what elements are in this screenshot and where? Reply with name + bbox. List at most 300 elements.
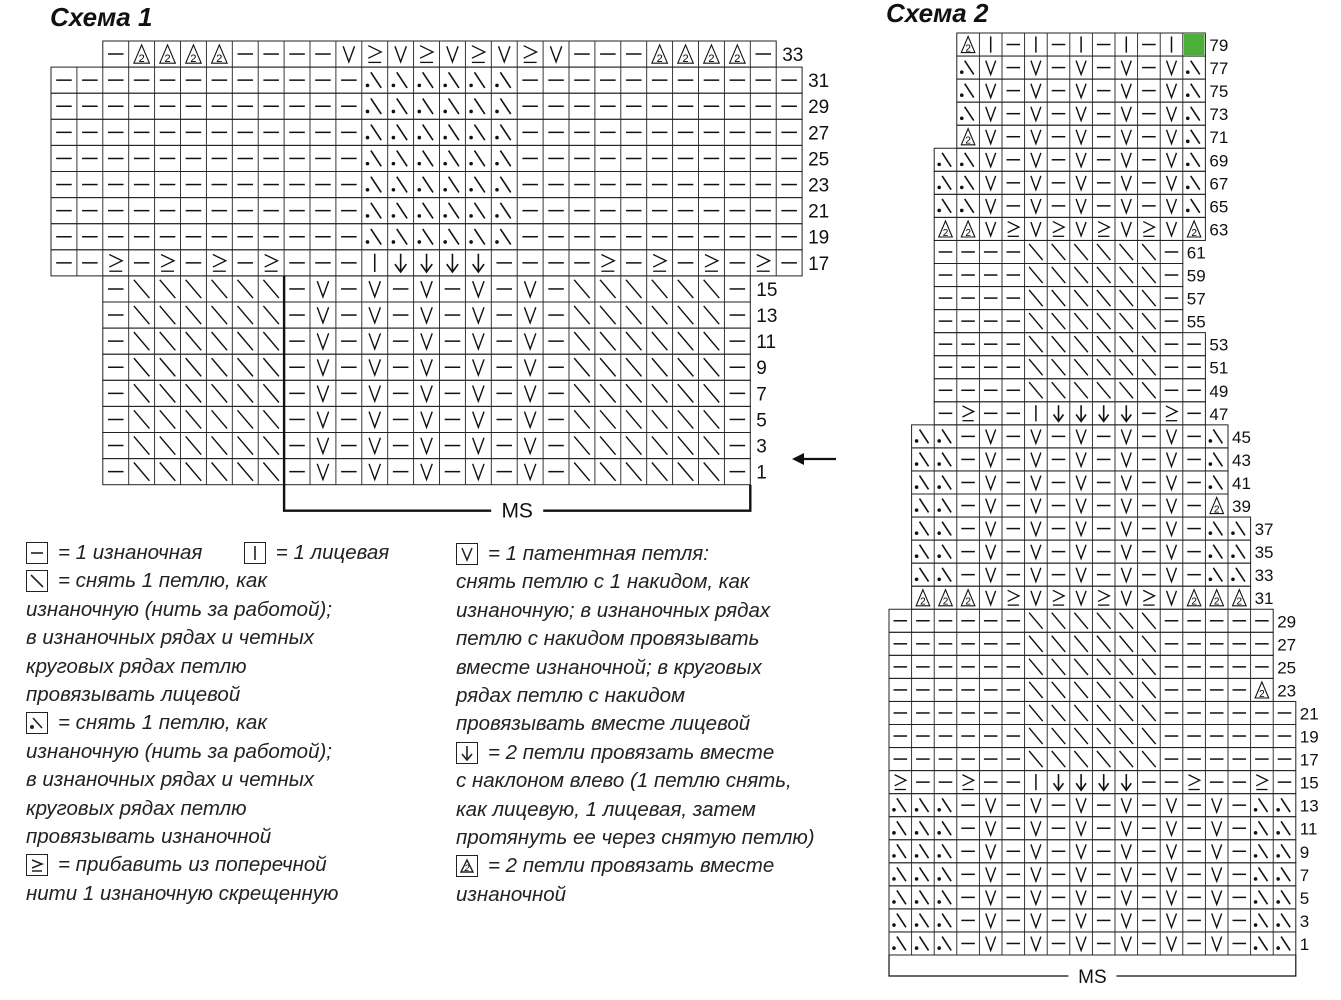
slip-dot-stitch	[1191, 130, 1200, 144]
brioche-stitch	[986, 798, 996, 812]
brioche-stitch	[1031, 867, 1041, 881]
slip-dot-stitch	[965, 84, 974, 98]
legend-brioche-line: снять петлю с 1 накидом, как	[456, 570, 750, 594]
brioche-stitch	[1076, 84, 1086, 98]
slip-dot-mark	[937, 831, 941, 835]
slip-dot-mark	[937, 854, 941, 858]
slip-stitch	[1120, 359, 1134, 375]
brioche-stitch	[1031, 568, 1041, 582]
brioche-stitch	[1076, 199, 1086, 213]
slip-stitch	[1074, 659, 1088, 675]
slip-stitch	[1142, 659, 1156, 675]
slip-dot-stitch	[920, 890, 929, 904]
legend-k2tog-line: как лицевую, 1 лицевая, затем	[456, 797, 756, 821]
slip-dot-mark	[892, 854, 896, 858]
slip-dot-mark	[1186, 186, 1190, 190]
slip-stitch	[1097, 705, 1111, 721]
brioche-stitch	[1031, 522, 1041, 536]
slip-dot-mark	[915, 900, 919, 904]
slip-dot-mark	[937, 946, 941, 950]
slip-dot-mark	[937, 923, 941, 927]
slip-stitch	[1029, 267, 1043, 283]
slip-stitch	[1052, 336, 1066, 352]
legend-brioche-line: изнаночную; в изнаночных рядах	[456, 598, 771, 622]
brioche-stitch	[1031, 429, 1041, 443]
legend-k2tog-line: = 2 петли провязать вместе	[488, 740, 775, 764]
slip-stitch	[1097, 244, 1111, 260]
brioche-stitch	[986, 84, 996, 98]
brioche-stitch	[1076, 545, 1086, 559]
brioche-stitch	[1076, 844, 1086, 858]
scheme-2-row-number: 41	[1232, 473, 1251, 493]
slip-stitch	[1052, 728, 1066, 744]
slip-stitch	[1029, 682, 1043, 698]
slip-dot-stitch	[1281, 821, 1290, 835]
slip-dot-mark	[1254, 923, 1258, 927]
scheme-2-row-number: 7	[1299, 865, 1310, 885]
slip-dot-stitch	[920, 429, 929, 443]
brioche-stitch	[1031, 222, 1041, 236]
scheme-2-row-number: 57	[1186, 289, 1206, 309]
brioche-stitch	[1167, 545, 1177, 559]
slip-dot-mark	[892, 877, 896, 881]
slip-stitch	[1052, 636, 1066, 652]
slip-dot-stitch	[897, 821, 906, 835]
brioche-stitch	[1031, 499, 1041, 513]
p2tog-digit: 2	[965, 43, 971, 55]
brioche-stitch	[1076, 914, 1086, 928]
brioche-stitch	[1076, 798, 1086, 812]
slip-stitch	[1142, 682, 1156, 698]
brioche-stitch	[986, 222, 996, 236]
scheme-2-row-number: 67	[1209, 174, 1229, 194]
slip-dot-mark	[915, 577, 919, 581]
brioche-stitch	[1031, 176, 1041, 190]
brioche-stitch	[1121, 591, 1131, 605]
p2tog-digit: 2	[682, 52, 689, 65]
slip-dot-stitch	[1281, 844, 1290, 858]
legend-slip-dot-line: в изнаночных рядах и четных	[26, 768, 315, 792]
brioche-stitch	[1076, 453, 1086, 467]
highlight-cell	[1184, 34, 1205, 55]
slip-dot-stitch	[897, 844, 906, 858]
slip-dot-stitch	[920, 821, 929, 835]
p2tog-digit: 2	[965, 135, 971, 147]
legend-slip-line: провязывать лицевой	[26, 683, 241, 707]
slip-stitch	[1052, 613, 1066, 629]
brioche-stitch	[1167, 890, 1177, 904]
slip-dot-mark	[937, 439, 941, 443]
brioche-stitch	[1212, 821, 1222, 835]
legend-slip-line: = снять 1 петлю, как	[58, 569, 268, 593]
brioche-stitch	[1167, 130, 1177, 144]
brioche-stitch	[986, 199, 996, 213]
brioche-stitch	[1031, 130, 1041, 144]
slip-dot-mark	[1276, 831, 1280, 835]
slip-dot-stitch	[1281, 890, 1290, 904]
slip-dot-stitch	[1259, 914, 1268, 928]
brioche-stitch	[1167, 821, 1177, 835]
legend-increase	[26, 851, 389, 879]
slip-dot-mark	[960, 186, 964, 190]
scheme-1-row-number: 25	[808, 149, 830, 171]
brioche-stitch	[1167, 798, 1177, 812]
scheme-1-row-number: 23	[808, 175, 830, 197]
slip-stitch	[1120, 705, 1134, 721]
legend-brioche-line: провязывать вместе лицевой	[456, 712, 751, 736]
brioche-stitch	[986, 545, 996, 559]
slip-dot-mark	[960, 70, 964, 74]
slip-dot-stitch	[1259, 798, 1268, 812]
scheme-1-row-number: 13	[756, 306, 778, 327]
brioche-stitch	[1167, 914, 1177, 928]
arrow-down-symbol-icon	[456, 742, 478, 764]
slip-stitch	[1120, 751, 1134, 767]
brioche-stitch	[986, 499, 996, 513]
slip-dot-mark	[1186, 163, 1190, 167]
increase-stitch	[1098, 590, 1109, 601]
scheme-2-row-number: 53	[1209, 335, 1229, 355]
legend-slip-dot	[26, 709, 389, 737]
brioche-stitch	[986, 890, 996, 904]
scheme-1-row-number: 5	[756, 410, 767, 432]
slip-dot-stitch	[965, 61, 974, 75]
legend-right	[456, 540, 815, 909]
legend-slip-dot-line: провязывать изнаночной	[26, 825, 272, 849]
slip-dot-mark	[1276, 946, 1280, 950]
brioche-stitch	[1121, 867, 1131, 881]
brioche-stitch	[1076, 130, 1086, 144]
slip-stitch	[1097, 682, 1111, 698]
legend-left	[26, 539, 389, 908]
brioche-stitch	[1121, 798, 1131, 812]
slip-stitch	[1097, 728, 1111, 744]
brioche-stitch	[986, 914, 996, 928]
slip-dot-stitch	[1213, 429, 1222, 443]
slip-dot-stitch	[1236, 545, 1245, 559]
slip-dot-stitch	[965, 199, 974, 213]
brioche-stitch	[1031, 844, 1041, 858]
brioche-stitch	[1031, 453, 1041, 467]
p2tog-digit: 2	[1191, 596, 1197, 608]
slip-stitch	[1142, 290, 1156, 306]
p2tog-digit: 2	[942, 596, 949, 608]
slip-stitch	[1074, 705, 1088, 721]
slip-stitch	[1142, 267, 1156, 283]
slip-dot-mark	[937, 462, 941, 466]
increase-stitch	[1008, 222, 1019, 233]
slip-stitch	[1142, 728, 1156, 744]
slip-stitch	[1120, 659, 1134, 675]
increase-stitch	[1053, 222, 1064, 233]
scheme-2-row-number: 25	[1277, 658, 1297, 678]
slip-dot-mark	[915, 439, 919, 443]
slip-stitch	[1074, 613, 1088, 629]
slip-dot-stitch	[1191, 107, 1200, 121]
brioche-stitch	[1076, 867, 1086, 881]
slip-stitch	[1029, 313, 1043, 329]
slip-stitch	[1097, 290, 1111, 306]
slip-dot-stitch	[942, 453, 951, 467]
brioche-stitch	[1031, 61, 1041, 75]
increase-stitch	[1188, 775, 1199, 786]
brioche-stitch	[1212, 890, 1222, 904]
brioche-stitch	[1167, 844, 1177, 858]
slip-dot-mark	[1186, 140, 1190, 144]
p2tog-symbol-icon	[456, 855, 478, 877]
slip-stitch	[1120, 636, 1134, 652]
slip-dot-mark	[960, 163, 964, 167]
p2tog-digit: 2	[1259, 688, 1265, 700]
slip-dot-mark	[1186, 116, 1190, 120]
brioche-stitch	[1076, 890, 1086, 904]
slip-stitch	[1029, 382, 1043, 398]
slip-stitch	[1052, 267, 1066, 283]
brioche-stitch	[1031, 798, 1041, 812]
slip-dot-mark	[937, 531, 941, 535]
slip-dot-mark	[915, 946, 919, 950]
scheme-2-title: Схема 2	[886, 0, 989, 28]
slip-dot-mark	[1254, 854, 1258, 858]
brioche-stitch	[1212, 798, 1222, 812]
slip-dot-stitch	[920, 914, 929, 928]
brioche-stitch	[986, 453, 996, 467]
legend-slip-line: круговых рядах петлю	[26, 654, 247, 678]
p2tog-digit: 2	[1213, 596, 1220, 608]
slip-dot-mark	[937, 508, 941, 512]
scheme-2-row-number: 71	[1209, 128, 1229, 148]
legend-knit-text: = 1 лицевая	[275, 541, 390, 564]
slip-dot-mark	[1254, 877, 1258, 881]
slip-dot-stitch	[920, 844, 929, 858]
scheme-2-row-number: 23	[1277, 681, 1297, 701]
brioche-stitch	[1076, 821, 1086, 835]
brioche-stitch	[1121, 568, 1131, 582]
slip-stitch	[1120, 382, 1134, 398]
scheme-2-row-number: 1	[1299, 934, 1310, 954]
slip-dot-stitch	[1259, 844, 1268, 858]
slip-stitch	[1142, 359, 1156, 375]
brioche-stitch	[1167, 522, 1177, 536]
slip-dot-mark	[1209, 577, 1213, 581]
slip-dot-mark	[1186, 70, 1190, 74]
svg-text:2: 2	[464, 863, 470, 874]
brioche-stitch	[986, 937, 996, 951]
slip-stitch	[1120, 290, 1134, 306]
brioche-stitch	[1031, 591, 1041, 605]
brioche-stitch	[1121, 176, 1131, 190]
scheme-2-row-number: 51	[1209, 358, 1229, 378]
slip-dot-mark	[892, 831, 896, 835]
legend-slip-line: в изнаночных рядах и четных	[26, 626, 315, 650]
brioche-symbol-icon	[456, 543, 478, 565]
brioche-stitch	[986, 568, 996, 582]
brioche-stitch	[1167, 107, 1177, 121]
slip-dot-mark	[1254, 946, 1258, 950]
slip-dot-mark	[1254, 831, 1258, 835]
scheme-1-row-number: 27	[808, 123, 830, 145]
slip-stitch	[1029, 705, 1043, 721]
brioche-stitch	[986, 476, 996, 490]
slip-stitch	[1052, 682, 1066, 698]
slip-dot-mark	[915, 508, 919, 512]
slip-dot-stitch	[1213, 476, 1222, 490]
slip-dot-mark	[1276, 877, 1280, 881]
scheme-1-row-number: 33	[782, 45, 804, 66]
brioche-stitch	[1167, 937, 1177, 951]
slip-dot-mark	[1209, 554, 1213, 558]
scheme-1-row-number: 17	[808, 253, 830, 275]
increase-stitch	[895, 775, 906, 786]
slip-stitch	[1120, 613, 1134, 629]
legend-increase-line: нити 1 изнаночную скрещенную	[26, 881, 339, 905]
slip-dot-mark	[937, 877, 941, 881]
slip-stitch	[1097, 636, 1111, 652]
slip-dot-mark	[915, 831, 919, 835]
scheme-2-row-number: 29	[1277, 612, 1297, 632]
p2tog-digit: 2	[656, 52, 663, 65]
slip-dot-stitch	[942, 476, 951, 490]
scheme-2-row-number: 19	[1299, 727, 1319, 747]
brioche-stitch	[1031, 937, 1041, 951]
slip-dot-stitch	[942, 867, 951, 881]
brioche-stitch	[1167, 153, 1177, 167]
brioche-stitch	[986, 844, 996, 858]
scheme-2-row-number: 17	[1299, 750, 1319, 770]
p2tog-digit: 2	[965, 596, 971, 608]
brioche-stitch	[1121, 199, 1131, 213]
p2tog-digit: 2	[1213, 504, 1220, 516]
brioche-stitch	[1121, 821, 1131, 835]
scheme-2-row-number: 39	[1232, 497, 1251, 516]
brioche-stitch	[1121, 222, 1131, 236]
slip-stitch	[1120, 244, 1134, 260]
slip-dot-stitch	[942, 153, 951, 167]
slip-dot-stitch	[1191, 84, 1200, 98]
legend-brioche-line: петлю с накидом провязывать	[456, 627, 760, 651]
brioche-stitch	[986, 429, 996, 443]
slip-stitch	[1142, 751, 1156, 767]
legend-slip-dot-line: = снять 1 петлю, как	[58, 711, 268, 735]
slip-dot-mark	[937, 209, 941, 213]
slip-dot-mark	[1254, 808, 1258, 812]
brioche-stitch	[1121, 545, 1131, 559]
slip-dot-stitch	[942, 545, 951, 559]
slip-stitch	[1074, 290, 1088, 306]
scheme-2-row-number: 73	[1209, 105, 1229, 125]
scheme-1-row-number: 3	[756, 436, 767, 458]
p2tog-digit: 2	[138, 52, 145, 65]
legend-brioche-line: = 1 патентная петля:	[488, 542, 709, 565]
scheme-1-row-number: 15	[756, 279, 778, 301]
brioche-stitch	[1121, 937, 1131, 951]
slip-stitch	[1097, 613, 1111, 629]
increase-stitch	[962, 406, 973, 417]
slip-stitch	[1120, 336, 1134, 352]
increase-stitch	[962, 775, 973, 786]
scheme-2-row-number: 43	[1232, 450, 1251, 470]
legend-purl-text: = 1 изнаночная	[58, 541, 203, 564]
increase-stitch	[1143, 222, 1154, 233]
brioche-stitch	[986, 591, 996, 605]
scheme-1-row-number: 29	[808, 97, 830, 119]
scheme-2-row-number: 47	[1209, 404, 1229, 424]
slip-stitch	[1074, 382, 1088, 398]
slip-dot-mark	[915, 462, 919, 466]
slip-dot-mark	[1209, 439, 1213, 443]
legend-k2tog-line: с наклоном влево (1 петлю снять,	[456, 769, 792, 793]
brioche-stitch	[1076, 568, 1086, 582]
increase-stitch	[1008, 590, 1019, 601]
brioche-stitch	[1167, 453, 1177, 467]
slip-dot-stitch	[1191, 199, 1200, 213]
scheme-2-row-number: 31	[1254, 589, 1274, 609]
slip-dot-stitch	[1259, 937, 1268, 951]
brioche-stitch	[1121, 844, 1131, 858]
slip-dot-mark	[1231, 554, 1235, 558]
brioche-stitch	[1121, 61, 1131, 75]
slip-dot-mark	[937, 577, 941, 581]
slip-dot-stitch	[942, 199, 951, 213]
slip-dot-stitch	[942, 499, 951, 513]
slip-stitch	[1142, 705, 1156, 721]
scheme-1-row-number: 1	[756, 462, 767, 484]
brioche-stitch	[1212, 844, 1222, 858]
slip-dot-mark	[1276, 900, 1280, 904]
slip-dot-mark	[1276, 923, 1280, 927]
slip-stitch	[1074, 359, 1088, 375]
slip-stitch	[1097, 659, 1111, 675]
legend-p2tog-line: изнаночной	[456, 882, 567, 906]
slip-dot-stitch	[942, 176, 951, 190]
brioche-stitch	[1121, 153, 1131, 167]
slip-dot-stitch	[942, 821, 951, 835]
brioche-stitch	[986, 130, 996, 144]
brioche-stitch	[1076, 61, 1086, 75]
brioche-stitch	[986, 176, 996, 190]
slip-dot-stitch	[942, 914, 951, 928]
slip-dot-mark	[892, 808, 896, 812]
slip-dot-mark	[892, 900, 896, 904]
slip-dot-mark	[915, 485, 919, 489]
brioche-stitch	[1212, 867, 1222, 881]
slip-dot-stitch	[920, 568, 929, 582]
p2tog-digit: 2	[190, 52, 197, 65]
scheme-2-row-number: 9	[1299, 842, 1310, 862]
legend-increase-line: = прибавить из поперечной	[58, 853, 327, 877]
p2tog-digit: 2	[1236, 596, 1243, 608]
slip-dot-mark	[1209, 462, 1213, 466]
slip-dot-stitch	[1281, 867, 1290, 881]
slip-stitch	[1074, 313, 1088, 329]
brioche-stitch	[1167, 499, 1177, 513]
slip-dot-stitch	[1281, 798, 1290, 812]
scheme-2-row-number: 3	[1299, 911, 1310, 931]
brioche-stitch	[1121, 890, 1131, 904]
slip-stitch	[1120, 313, 1134, 329]
slip-dot-mark	[1186, 93, 1190, 97]
slip-dot-stitch	[897, 914, 906, 928]
brioche-stitch	[986, 522, 996, 536]
slip-dot-mark	[937, 485, 941, 489]
brioche-stitch	[1212, 937, 1222, 951]
slip-dot-stitch	[920, 937, 929, 951]
brioche-stitch	[1031, 821, 1041, 835]
slip-dot-stitch	[897, 890, 906, 904]
ms-label-2: MS	[1078, 967, 1107, 988]
slip-dot-mark	[960, 116, 964, 120]
slip-stitch	[1074, 682, 1088, 698]
